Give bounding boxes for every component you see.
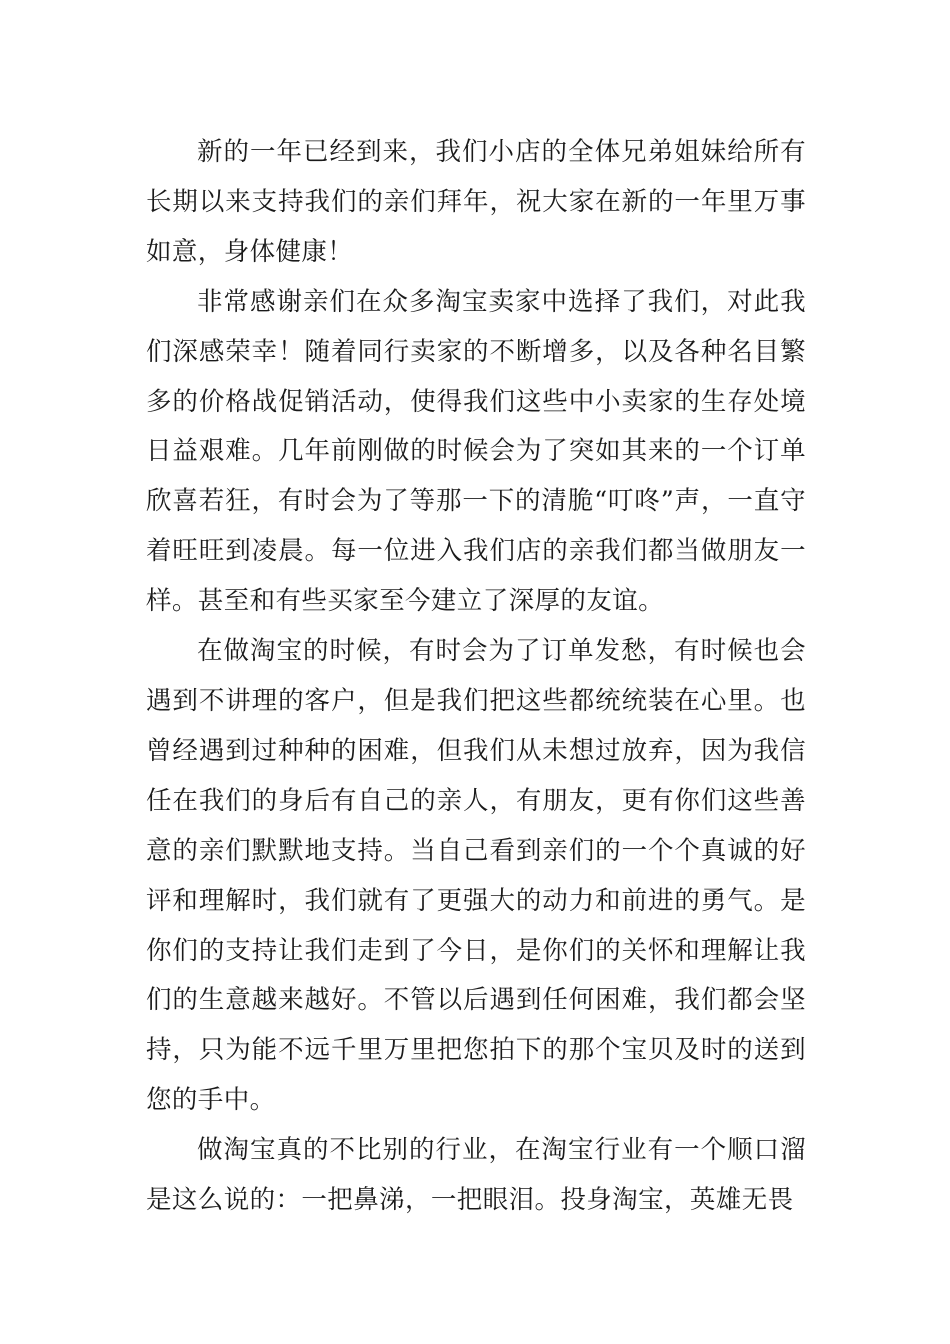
document-body (146, 128, 806, 1226)
paragraph-2: 非常感谢亲们在众多淘宝卖家中选择了我们，对此我们深感荣幸！随着同行卖家的不断增多，以及各种名目繁多的价格战促销活动，使得我们这些中小卖家的生存处境日益艰难。几年前刚做的时候会为了突如其来的一个订单欣喜若狂，有时会为了等那一下的清脆“叮咚”声，一直守着旺旺到凌晨。每一位进入我们店的亲我们都当做朋友一样。甚至和有些买家至今建立了深厚的友谊。 (146, 286, 806, 617)
paragraph-3: 在做淘宝的时候，有时会为了订单发愁，有时候也会遇到不讲理的客户，但是我们把这些都统统装在心里。也曾经遇到过种种的困难，但我们从未想过放弃，因为我信任在我们的身后有自己的亲人，有朋友，更有你们这些善意的亲们默默地支持。当自己看到亲们的一个个真诚的好评和理解时，我们就有了更强大的动力和前进的勇气。是你们的支持让我们走到了今日，是你们的关怀和理解让我们的生意越来越好。不管以后遇到任何困难，我们都会坚持，只为能不远千里万里把您拍下的那个宝贝及时的送到您的手中。 (146, 636, 806, 1116)
paragraph-1: 新的一年已经到来，我们小店的全体兄弟姐妹给所有长期以来支持我们的亲们拜年，祝大家在新的一年里万事如意，身体健康！ (146, 137, 806, 267)
paragraph-4: 做淘宝真的不比别的行业，在淘宝行业有一个顺口溜是这么说的：一把鼻涕，一把眼泪。投身淘宝，英雄无畏 (146, 1135, 806, 1216)
